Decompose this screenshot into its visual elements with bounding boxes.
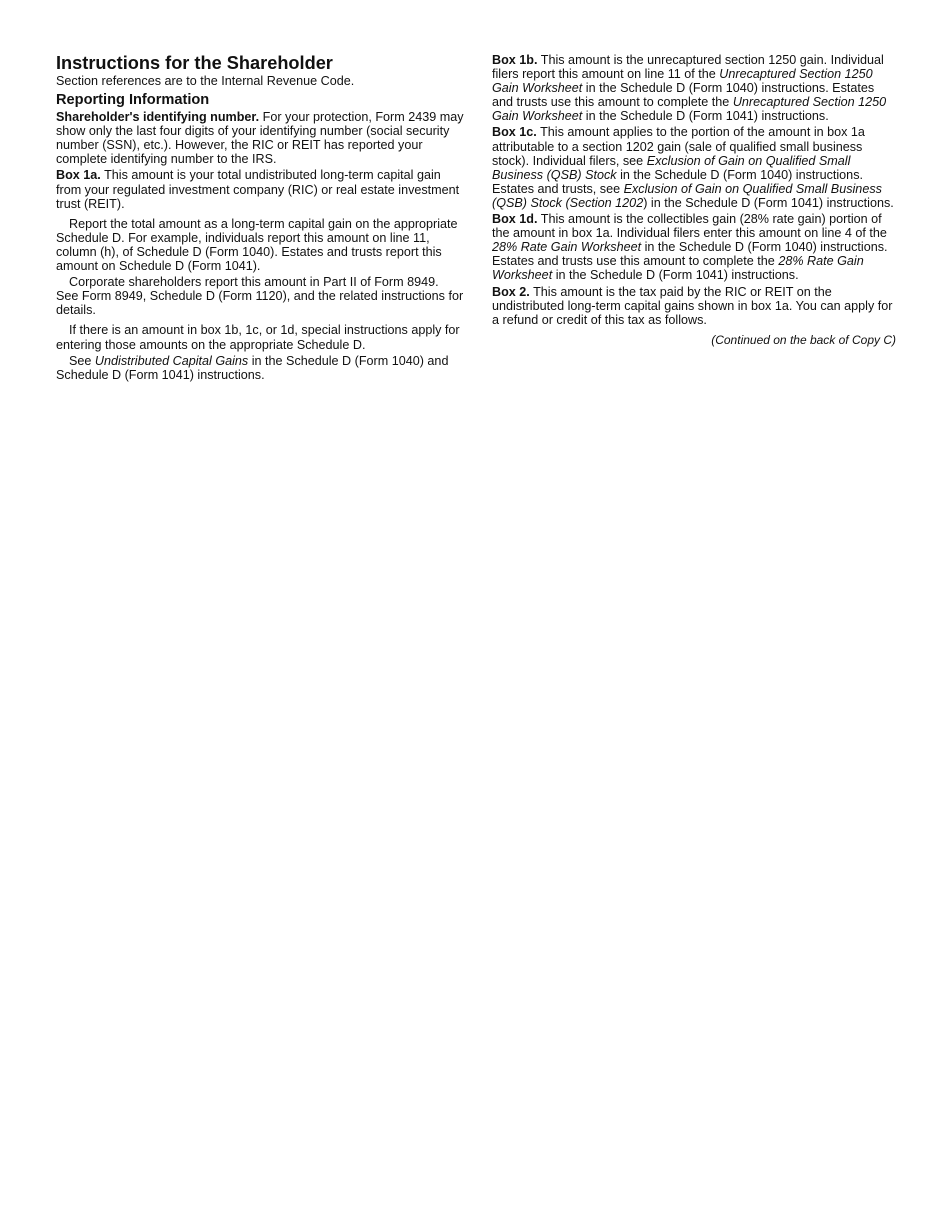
subtitle: Section references are to the Internal Revenue Code. bbox=[56, 74, 355, 88]
box-1d-italic-1: 28% Rate Gain Worksheet bbox=[492, 240, 642, 255]
box-1d-label: Box 1d. bbox=[492, 212, 538, 227]
continued-note: (Continued on the back of Copy C) bbox=[711, 332, 896, 347]
box-1a-label: Box 1a. bbox=[56, 168, 101, 183]
box-1c-italic-2: Exclusion of Gain on Qualified Small Business (QSB) Stock (Section 1202 bbox=[492, 181, 882, 210]
report-paragraph: Report the total amount as a long-term capital gain on the appropriate Schedule D. For example, individuals report this amount on line 11, column (h), of Schedule D (Form 1040). Estates and trusts report this amount on Schedule D (Form 1041). bbox=[56, 216, 458, 274]
left-column bbox=[56, 53, 464, 382]
box-1c-text-2: in the Schedule D (Form 1040) instructions. Estates and trusts, see bbox=[492, 167, 863, 196]
box-1b-text-2: in the Schedule D (Form 1040) instructions. Estates and trusts use this amount to complete the bbox=[492, 81, 875, 110]
box-1c-text-3: ) in the Schedule D (Form 1041) instructions. bbox=[643, 195, 894, 210]
box-2-label: Box 2. bbox=[492, 284, 530, 299]
box-1a-paragraph bbox=[56, 168, 464, 210]
see-text-pre: See bbox=[69, 353, 95, 368]
see-text-post: in the Schedule D (Form 1040) and Schedule D (Form 1041) instructions. bbox=[56, 353, 449, 382]
section-heading: Reporting Information bbox=[56, 92, 210, 109]
box-1c-text-1: This amount applies to the portion of the amount in box 1a attributable to a section 1202 gain (sale of qualified small business stock). Individual filers, see bbox=[492, 125, 865, 168]
box-1d-text-3: in the Schedule D (Form 1041) instructions. bbox=[552, 268, 799, 283]
box-1c-paragraph bbox=[492, 125, 896, 210]
corporate-paragraph: Corporate shareholders report this amount in Part II of Form 8949. See Form 8949, Schedule D (Form 1120), and the related instructions for details. bbox=[56, 275, 464, 318]
box-1b-italic-2: Unrecaptured Section 1250 Gain Worksheet bbox=[492, 95, 887, 124]
see-paragraph bbox=[56, 354, 464, 382]
box-1b-paragraph bbox=[492, 53, 896, 123]
see-italic-ref: Undistributed Capital Gains bbox=[94, 353, 249, 368]
box-1d-paragraph bbox=[492, 212, 896, 282]
right-column bbox=[492, 53, 896, 347]
box-1b-text-3: in the Schedule D (Form 1041) instructions. bbox=[582, 109, 829, 124]
box-2-paragraph bbox=[492, 285, 896, 327]
shareholder-id-paragraph bbox=[56, 110, 464, 166]
box-1d-text-2: in the Schedule D (Form 1040) instructions. Estates and trusts use this amount to complete the bbox=[492, 240, 888, 269]
box-1d-text-1: This amount is the collectibles gain (28% rate gain) portion of the amount in box 1a. Individual filers enter this amount on line 4 of the bbox=[492, 212, 887, 241]
shareholder-id-label: Shareholder's identifying number. bbox=[56, 110, 260, 125]
box-1b-label: Box 1b. bbox=[492, 53, 538, 67]
special-instructions-paragraph: If there is an amount in box 1b, 1c, or 1d, special instructions apply for entering those amounts on the appropriate Schedule D. bbox=[56, 323, 460, 352]
box-1d-italic-2: 28% Rate Gain Worksheet bbox=[492, 254, 864, 283]
box-1c-italic-1: Exclusion of Gain on Qualified Small Business (QSB) Stock bbox=[492, 153, 851, 182]
box-1b-text-1: This amount is the unrecaptured section 1250 gain. Individual filers report this amount on line 11 of the bbox=[492, 53, 884, 82]
box-1a-text: This amount is your total undistributed long-term capital gain from your regulated investment company (RIC) or real estate investment trust (REIT). bbox=[56, 168, 460, 211]
box-2-text: This amount is the tax paid by the RIC or REIT on the undistributed long-term capital gains shown in box 1a. You can apply for a refund or credit of this tax as follows. bbox=[492, 284, 893, 327]
page-title: Instructions for the Shareholder bbox=[56, 53, 333, 73]
box-1c-label: Box 1c. bbox=[492, 125, 537, 140]
shareholder-id-text: For your protection, Form 2439 may show only the last four digits of your identifying number (social security number (SSN), etc.). However, the RIC or REIT has reported your complete identifying number to the IRS. bbox=[56, 110, 464, 167]
box-1b-italic-1: Unrecaptured Section 1250 Gain Worksheet bbox=[492, 67, 873, 96]
